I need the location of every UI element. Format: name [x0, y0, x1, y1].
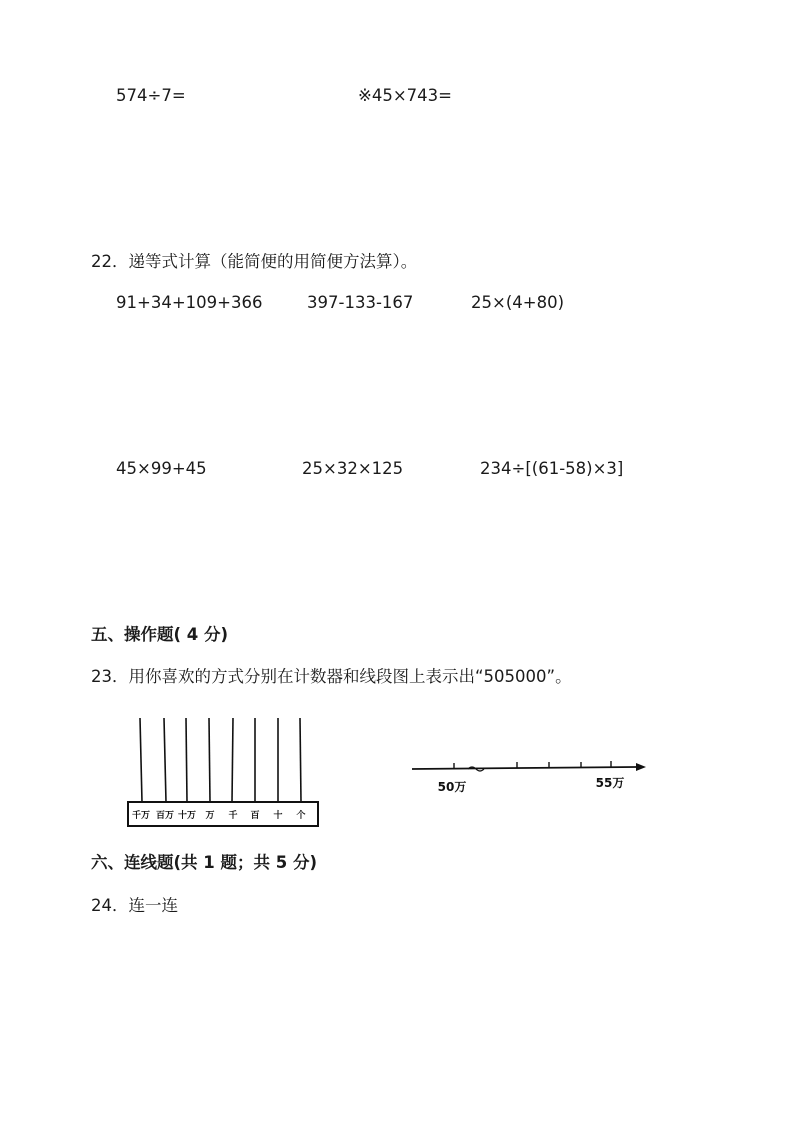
expression-45-times-743: ※45×743=: [358, 86, 452, 105]
q22-expression-6: 234÷[(61-58)×3]: [480, 459, 624, 478]
number-line-axis[interactable]: [412, 767, 638, 769]
abacus-label-bai: 百: [250, 811, 260, 821]
abacus-label-qian: 千: [228, 811, 238, 821]
abacus-label-wan: 万: [205, 811, 215, 821]
abacus-label-baiwan: 百万: [155, 811, 175, 821]
abacus-label-qianwan: 千万: [131, 811, 151, 821]
question-22-title: 22．递等式计算（能简便的用简便方法算）。: [91, 252, 418, 271]
section-6-heading: 六、连线题(共 1 题；共 5 分): [91, 853, 318, 872]
abacus-rod-2[interactable]: [164, 718, 166, 802]
number-line-arrow: [636, 763, 646, 771]
abacus-rod-8[interactable]: [300, 718, 301, 802]
abacus-rod-3[interactable]: [186, 718, 187, 802]
abacus-figure: [124, 712, 334, 832]
section-5-heading: 五、操作题( 4 分): [91, 625, 229, 644]
q22-expression-5: 25×32×125: [302, 459, 404, 478]
abacus-label-shiwan: 十万: [177, 811, 197, 821]
q22-expression-2: 397-133-167: [307, 293, 414, 312]
abacus-rod-1[interactable]: [140, 718, 142, 802]
question-24-title: 24．连一连: [91, 896, 178, 915]
q22-expression-1: 91+34+109+366: [116, 293, 263, 312]
abacus-label-shi: 十: [273, 811, 283, 821]
number-line-label-start: 50万: [437, 780, 467, 794]
question-23-title: 23．用你喜欢的方式分别在计数器和线段图上表示出“505000”。: [91, 667, 572, 686]
abacus-label-ge: 个: [296, 811, 306, 821]
number-line-label-end: 55万: [595, 776, 625, 790]
abacus-rod-5[interactable]: [232, 718, 233, 802]
q22-expression-4: 45×99+45: [116, 459, 207, 478]
q22-expression-3: 25×(4+80): [471, 293, 565, 312]
abacus-rods: [140, 718, 301, 802]
expression-574-div-7: 574÷7=: [116, 86, 186, 105]
number-line-figure: [410, 755, 660, 805]
abacus-rod-4[interactable]: [209, 718, 210, 802]
